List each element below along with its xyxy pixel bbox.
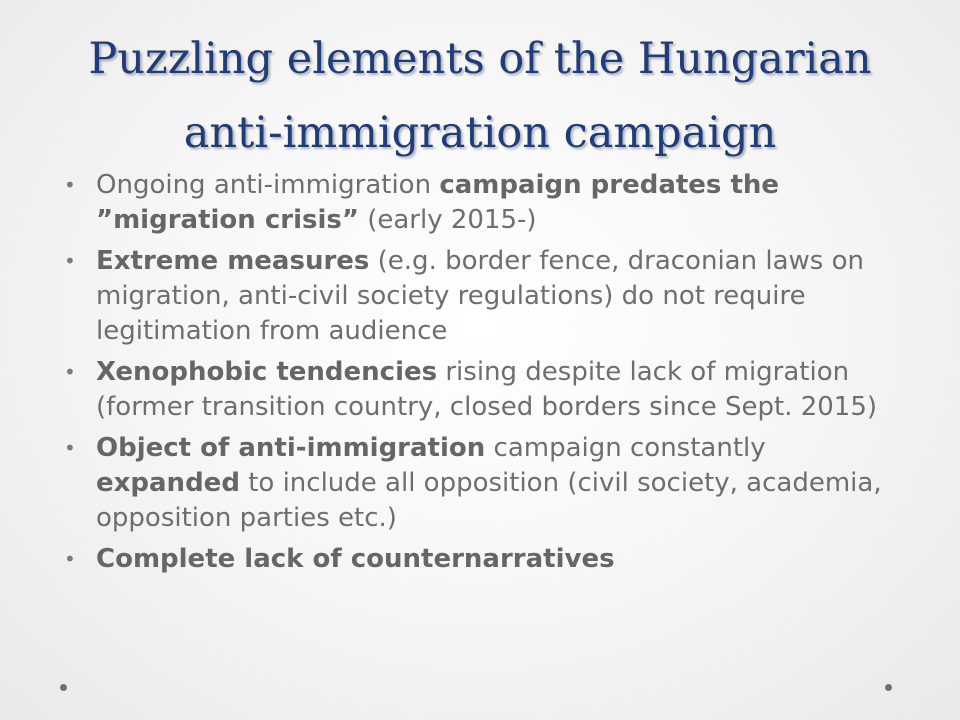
slide-title-line-2: anti-immigration campaign	[183, 108, 777, 158]
bullet-dot-icon: •	[64, 547, 76, 571]
bullet-item	[64, 244, 894, 349]
bullet-list	[64, 168, 894, 583]
bullet-dot-icon: •	[64, 436, 76, 460]
decorative-dot-icon	[60, 684, 67, 691]
bullet-text-bold: Extreme measures	[96, 246, 370, 276]
slide-title-line-1: Puzzling elements of the Hungarian	[88, 34, 872, 84]
bullet-dot-icon: •	[64, 173, 76, 197]
decorative-dot-icon	[885, 684, 892, 691]
bullet-text-normal: campaign constantly	[485, 433, 766, 463]
bullet-dot-icon: •	[64, 249, 76, 273]
bullet-text-normal: (early 2015-)	[358, 205, 537, 235]
slide-title	[60, 22, 900, 170]
bullet-text-bold: expanded	[96, 468, 240, 498]
bullet-text-bold: Xenophobic tendencies	[96, 357, 438, 387]
bullet-text-bold: campaign predates the ”migration crisis”	[96, 170, 780, 235]
bullet-text-normal: to include all opposition (civil society, academia, opposition parties etc.)	[96, 468, 882, 533]
bullet-text-normal: Ongoing anti-immigration	[96, 170, 440, 200]
bullet-item	[64, 355, 894, 425]
bullet-text-bold: Complete lack of counternarratives	[96, 544, 615, 574]
bullet-text-bold: Object of anti-immigration	[96, 433, 486, 463]
bullet-item	[64, 542, 894, 577]
bullet-text-normal: (e.g. border fence, draconian laws on migration, anti-civil society regulations) do not require legitimation from audience	[96, 246, 864, 346]
bullet-item	[64, 431, 894, 536]
bullet-dot-icon: •	[64, 360, 76, 384]
bullet-item	[64, 168, 894, 238]
bullet-text-normal: rising despite lack of migration (former transition country, closed borders since Sept. 2015)	[96, 357, 878, 422]
